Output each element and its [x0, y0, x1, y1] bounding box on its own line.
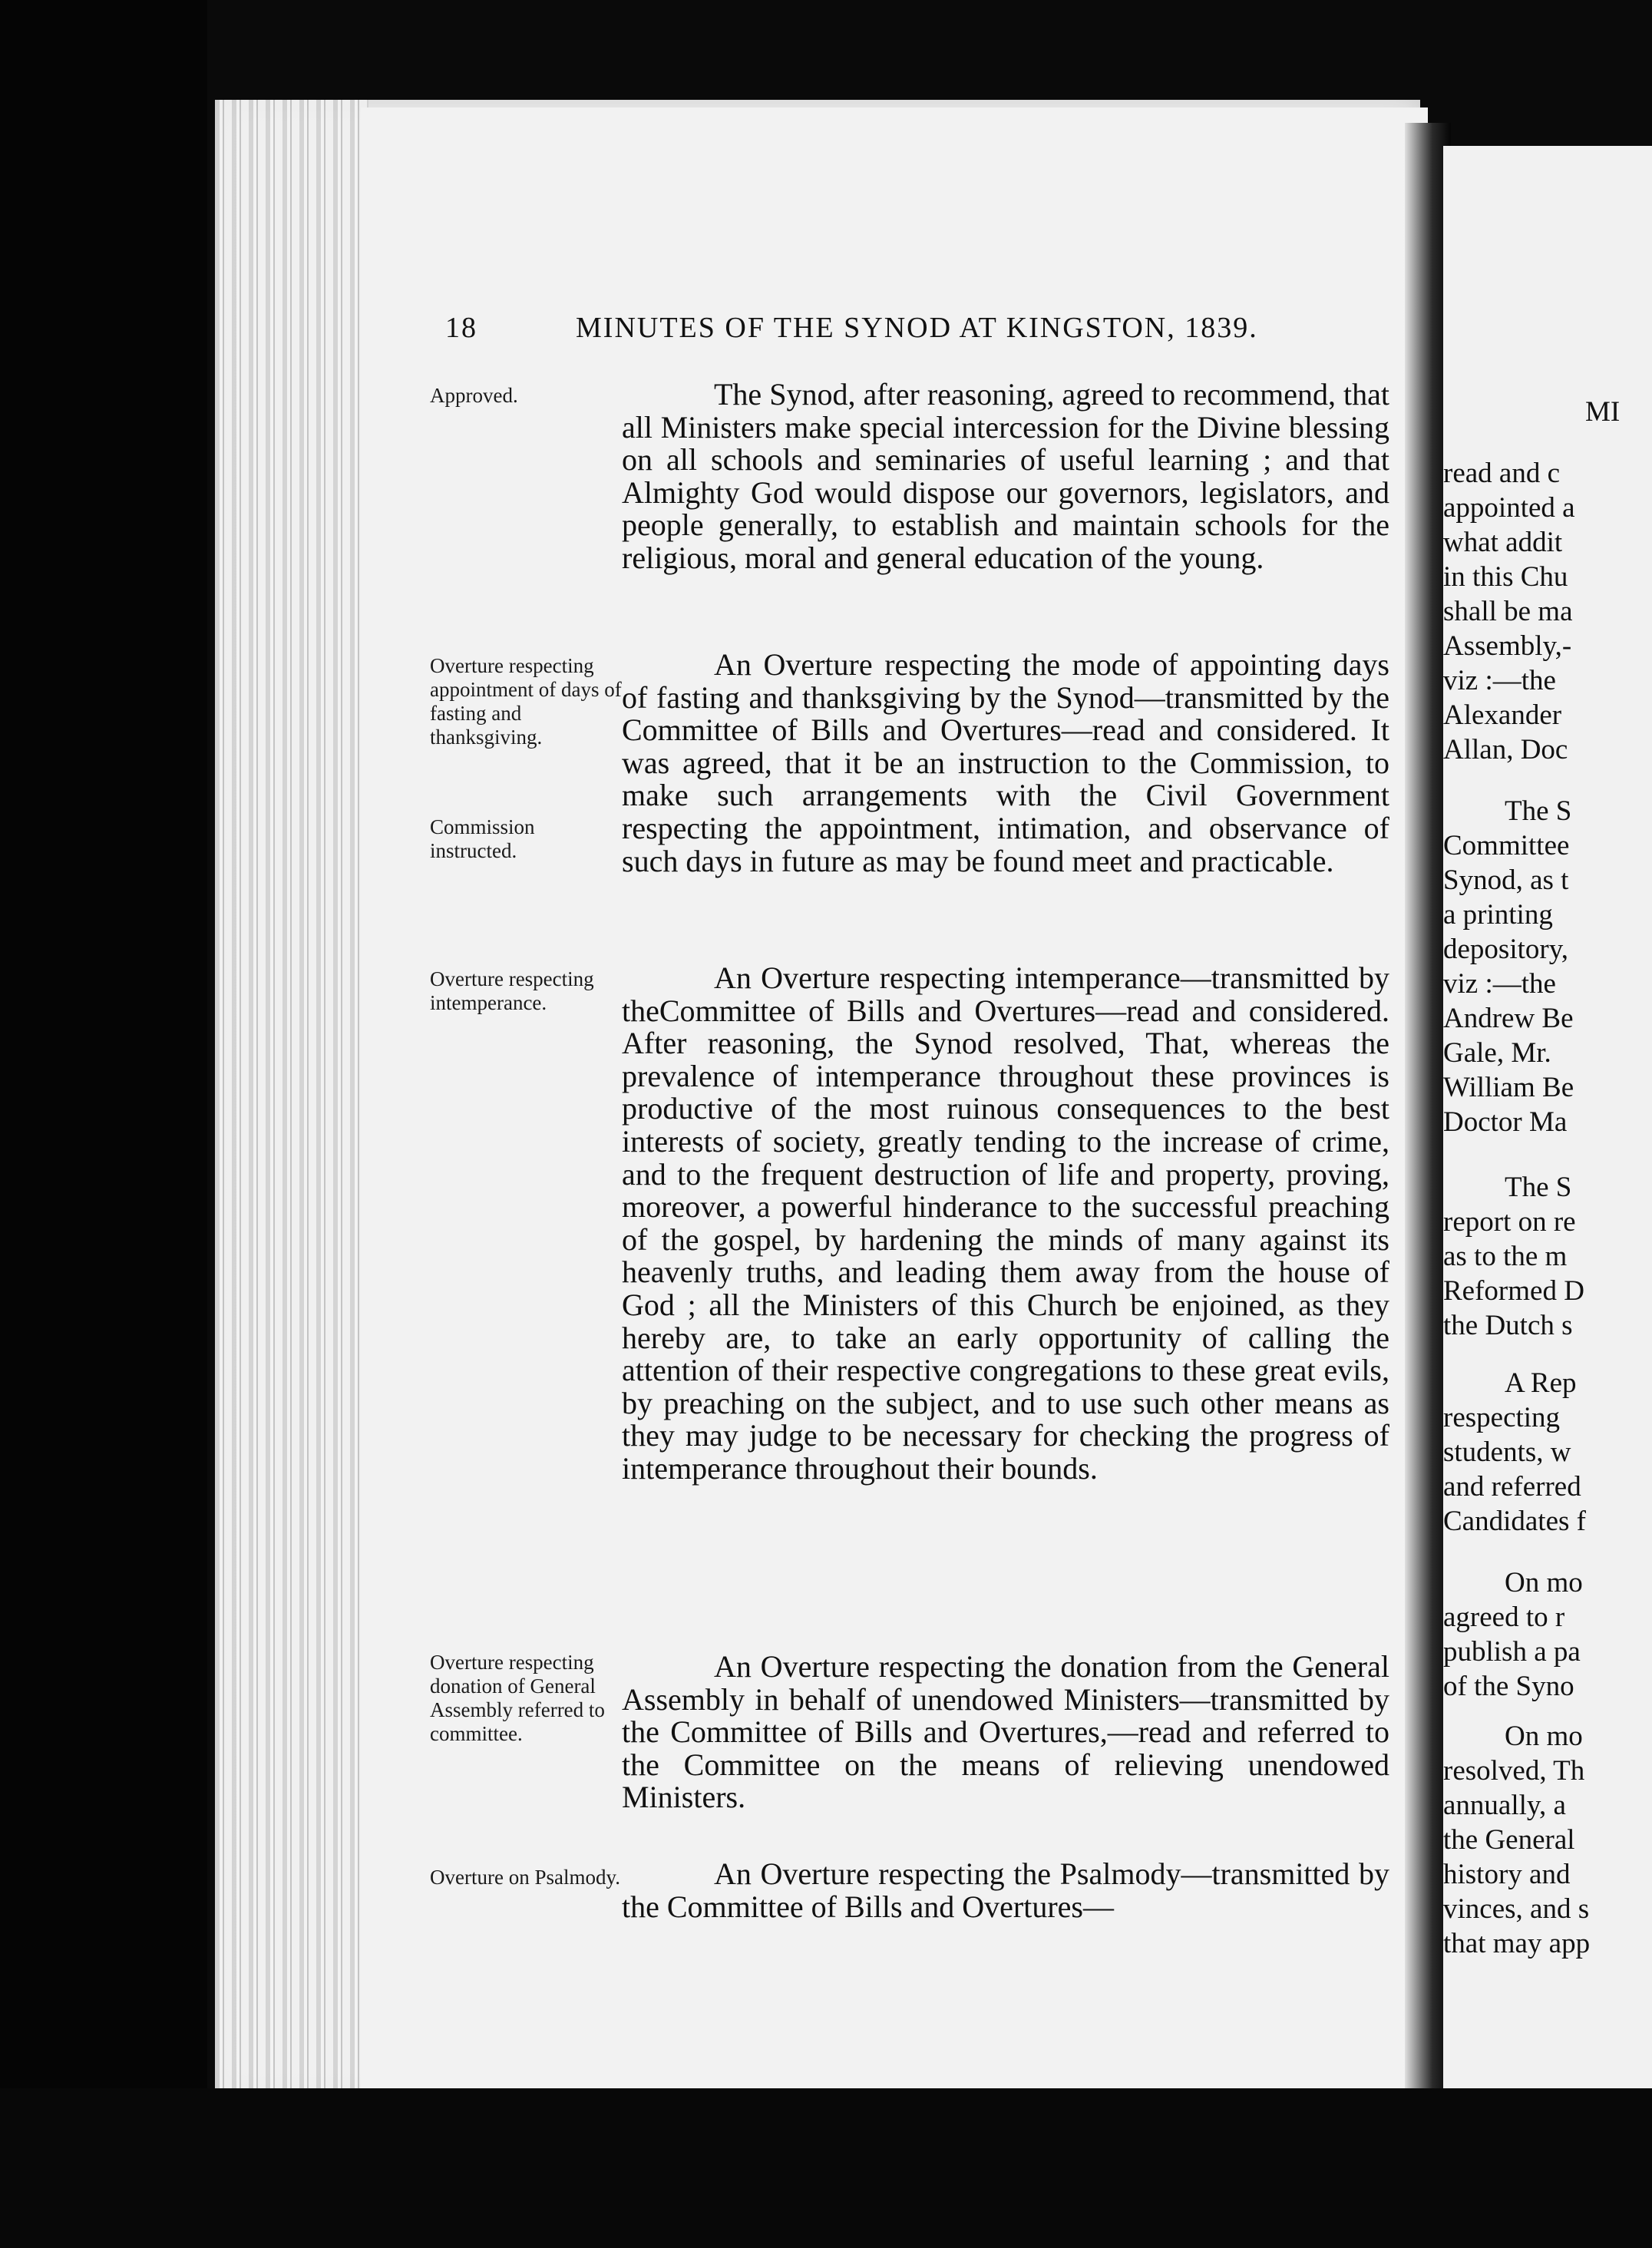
right-line: students, w — [1443, 1436, 1571, 1468]
right-line: On mo — [1505, 1567, 1583, 1598]
right-line: read and c — [1443, 458, 1561, 489]
right-line: agreed to r — [1443, 1602, 1565, 1633]
right-line: appointed a — [1443, 492, 1575, 524]
right-page — [1443, 146, 1652, 2096]
right-line: the Dutch s — [1443, 1310, 1573, 1341]
page-edges — [215, 100, 368, 2096]
margin-note-commission: Commission instructed. — [430, 815, 535, 862]
right-page-header: MI — [1585, 396, 1621, 428]
right-line: The S — [1505, 795, 1572, 827]
right-line: The S — [1505, 1172, 1572, 1203]
right-line: Doctor Ma — [1443, 1106, 1568, 1138]
right-line: Andrew Be — [1443, 1003, 1574, 1034]
right-line: Allan, Doc — [1443, 734, 1568, 765]
right-line: a printing — [1443, 899, 1553, 931]
right-line: Committee — [1443, 830, 1570, 861]
right-line: viz :—the — [1443, 968, 1556, 1000]
right-line: in this Chu — [1443, 561, 1568, 593]
right-line: history and — [1443, 1859, 1571, 1890]
right-line: and referred — [1443, 1471, 1581, 1503]
right-line: A Rep — [1505, 1367, 1577, 1399]
scan-border-bottom — [0, 2088, 1652, 2248]
right-line: Reformed D — [1443, 1275, 1584, 1307]
right-line: Gale, Mr. — [1443, 1037, 1551, 1069]
margin-note-donation: Overture respecting donation of General Assembly referred to committee. — [430, 1651, 605, 1745]
paragraph-psalmody: An Overture respecting the Psalmody—transmitted by the Committee of Bills and Overtures— — [622, 1856, 1389, 1924]
right-line: Synod, as t — [1443, 864, 1569, 896]
right-line: as to the m — [1443, 1241, 1568, 1272]
margin-note-psalmody: Overture on Psalmody. — [430, 1866, 620, 1889]
right-line: the General — [1443, 1824, 1575, 1856]
page-number: 18 — [445, 312, 477, 344]
right-line: Assembly,- — [1443, 630, 1572, 662]
right-line: vinces, and s — [1443, 1893, 1590, 1925]
right-line: annually, a — [1443, 1790, 1566, 1821]
paragraph-schools: The Synod, after reasoning, agreed to recommend, that all Ministers make special intercession for the Divine blessing on all schools and seminaries of useful learning ; and that Almighty God would dispose our governors, legislators, and people generally, to establish and maintain schools for the religious, moral and general education of the young. — [622, 377, 1389, 575]
right-line: resolved, Th — [1443, 1755, 1585, 1787]
right-line: what addit — [1443, 527, 1563, 558]
right-line: On mo — [1505, 1721, 1583, 1752]
right-line: Alexander — [1443, 699, 1562, 731]
margin-note-fasting: Overture respecting appointment of days of fasting and thanksgiving. — [430, 654, 622, 749]
right-line: Candidates f — [1443, 1506, 1586, 1537]
paragraph-donation: An Overture respecting the donation from the General Assembly in behalf of unendowed Ministers—transmitted by the Committee of Bills and Overtures,—read and referred to the Committee on the means of relieving unendowed Ministers. — [622, 1649, 1389, 1815]
right-line: respecting — [1443, 1402, 1561, 1433]
margin-note-intemperance: Overture respecting intemperance. — [430, 967, 594, 1014]
right-line: shall be ma — [1443, 596, 1573, 627]
margin-note-approved: Approved. — [430, 384, 518, 407]
right-line: that may app — [1443, 1928, 1591, 1959]
paragraph-fasting: An Overture respecting the mode of appointing days of fasting and thanksgiving by the Synod—transmitted by the Committee of Bills and Overtures—read and considered. It was agreed, that it be an instruction to the Commission, to make such arrangements with the Civil Government respecting the appointment, intimation, and observance of such days in future as may be found meet and practicable. — [622, 647, 1389, 878]
scan-border-left — [0, 0, 207, 2248]
right-line: of the Syno — [1443, 1671, 1574, 1702]
right-line: William Be — [1443, 1072, 1574, 1103]
right-line: publish a pa — [1443, 1636, 1581, 1668]
right-line: depository, — [1443, 934, 1569, 965]
right-line: viz :—the — [1443, 665, 1556, 696]
right-line: report on re — [1443, 1206, 1576, 1238]
running-title: MINUTES OF THE SYNOD AT KINGSTON, 1839. — [576, 312, 1258, 344]
paragraph-intemperance: An Overture respecting intemperance—transmitted by theCommittee of Bills and Overtures—read and considered. After reasoning, the Synod resolved, That, whereas the prevalence of intemperance throughout these provinces is productive of the most ruinous consequences to the best interests of society, greatly tending to the increase of crime, and to the frequent destruction of life and property, proving, moreover, a powerful hinderance to the successful preaching of the gospel, by hardening the minds of many against its heavenly truths, and leading them away from the house of God ; all the Ministers of this Church be enjoined, as they hereby are, to take an early opportunity of calling the attention of their respective congregations to these great evils, by preaching on the subject, and to use such other means as they may judge to be necessary for checking the progress of intemperance throughout their bounds. — [622, 960, 1389, 1486]
